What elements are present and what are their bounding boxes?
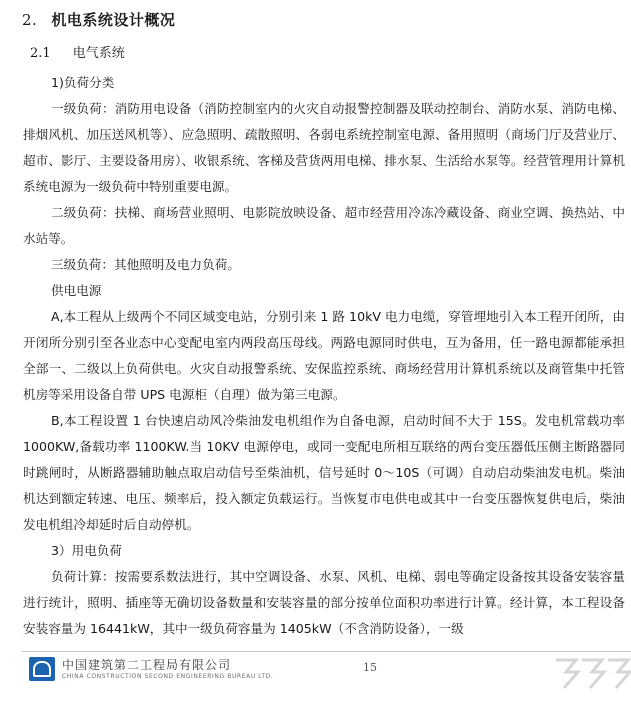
paragraph-first-class-load: 一级负荷：消防用电设备（消防控制室内的火灾自动报警控制器及联动控制台、消防水泵、消防电梯、排烟风机、加压送风机等）、应急照明、疏散照明、各弱电系统控制室电源、备用照明（商场门厅及营业厅、超市、影厅、主要设备用房）、收银系统、客梯及营货两用电梯、排水泵、生活给水泵等。经营管理用计算机系统电源为一级负荷中特别重要电源。: [23, 101, 625, 194]
watermark-icon: [550, 652, 631, 694]
paragraph-second-class-load: 二级负荷：扶梯、商场营业照明、电影院放映设备、超市经营用冷冻冷藏设备、商业空调、换热站、中水站等。: [23, 205, 625, 246]
subsection-number: 2.1: [30, 46, 51, 61]
paragraph-electric-load-heading: 3）用电负荷: [51, 543, 122, 558]
paragraph-load-calculation: 负荷计算：按需要系数法进行，其中空调设备、水泵、风机、电梯、弱电等确定设备按其设备安装容量进行统计，照明、插座等无确切设备数量和安装容量的部分按单位面积功率进行计算。经计算，本工程设备安装容量为 16441kW，其中一级负荷容量为 1405kW（不含消防设备），一级: [23, 569, 625, 636]
company-name-en: CHINA CONSTRUCTION SECOND ENGINEERING BUREAU LTD.: [62, 673, 274, 680]
section-number: 2.: [22, 11, 38, 29]
section-heading: [22, 9, 175, 30]
subsection-heading: [30, 42, 125, 61]
company-logo-icon: [29, 657, 55, 681]
paragraph-power-supply-b: B,本工程设置 1 台快速启动风冷柴油发电机组作为自备电源，启动时间不大于 15S。发电机常载功率 1000KW,备载功率 1100KW.当 10KV 电源停电，或同一变配电所相互联络的两台变压器低压侧主断路器同时跳闸时，从断路器辅助触点取启动信号至柴油机，信号延时 0～10S（可调）自动启动柴油发电机。柴油机达到额定转速、电压、频率后，投入额定负载运行。当恢复市电供电或其中一台变压器恢复供电后，柴油发电机组冷却延时后自动停机。: [23, 413, 625, 532]
paragraph-power-supply-heading: 供电电源: [51, 283, 102, 298]
section-title: 机电系统设计概况: [51, 11, 176, 29]
footer-divider: [22, 651, 631, 652]
paragraph-load-classification: 1)负荷分类: [51, 75, 115, 90]
company-name-cn: 中国建筑第二工程局有限公司: [62, 658, 232, 672]
subsection-title: 电气系统: [72, 46, 125, 61]
paragraph-third-class-load: 三级负荷：其他照明及电力负荷。: [51, 257, 240, 272]
page-number: 15: [363, 661, 377, 674]
paragraph-power-supply-a: A,本工程从上级两个不同区域变电站，分别引来 1 路 10kV 电力电缆，穿管埋地引入本工程开闭所，由开闭所分别引至各业态中心变配电室内两段高压母线。两路电源同时供电，互为备用，任一路电源都能承担全部一、二级以上负荷供电。火灾自动报警系统、安保监控系统、商场经营用计算机系统以及商管集中托管机房等采用设备自带 UPS 电源柜（自理）做为第三电源。: [23, 309, 625, 402]
body-text: [23, 70, 625, 642]
